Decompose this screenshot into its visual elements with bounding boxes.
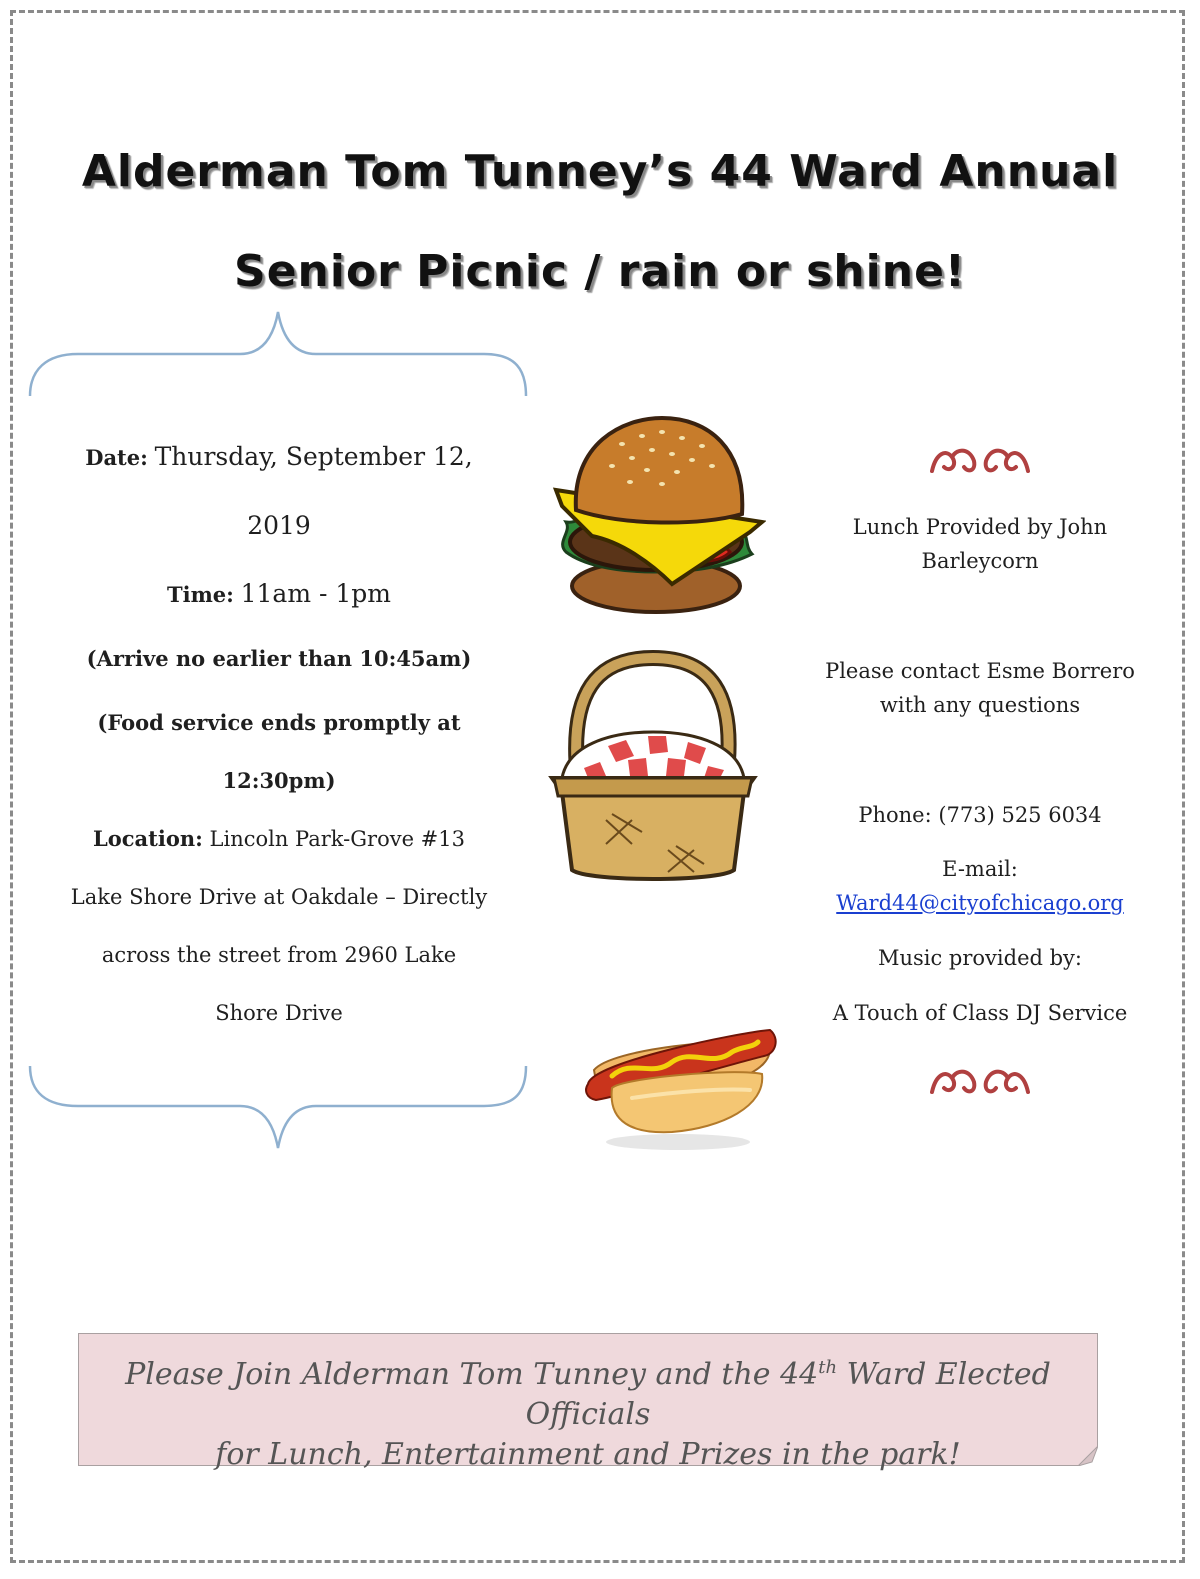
lunch-info (800, 510, 1160, 578)
invitation-banner (78, 1333, 1098, 1472)
banner-text (79, 1348, 1097, 1475)
email-link[interactable]: Ward44@cityofchicago.org (836, 891, 1124, 915)
ornament-top-icon (928, 443, 1032, 477)
date-label: Date: (85, 445, 148, 470)
email-label: E-mail: (942, 857, 1018, 881)
event-details (40, 428, 518, 1042)
date-row (40, 428, 518, 487)
time-value: 11am - 1pm (240, 579, 391, 608)
title-line-2: Senior Picnic / rain or shine! (234, 246, 966, 297)
time-row (40, 565, 518, 624)
contact-line1: Please contact Esme Borrero (825, 659, 1135, 683)
address-line1: Lake Shore Drive at Oakdale – Directly (70, 885, 488, 909)
address-line3: Shore Drive (215, 1001, 343, 1025)
phone: Phone: (773) 525 6034 (858, 803, 1102, 827)
contact-line2: with any questions (879, 693, 1081, 717)
page-curl (1078, 1446, 1098, 1466)
top-brace (26, 308, 532, 400)
ornament-bottom-icon (928, 1064, 1032, 1098)
contact-info (800, 654, 1160, 722)
food-note-line2: 12:30pm) (222, 768, 336, 793)
hotdog-icon (582, 1018, 778, 1154)
picnic-basket-icon (548, 650, 758, 886)
arrive-note: (Arrive no earlier than 10:45am) (86, 646, 472, 671)
music-label: Music provided by: (877, 946, 1083, 970)
banner-line2: for Lunch, Entertainment and Prizes in the park! (215, 1437, 961, 1472)
date-year: 2019 (247, 511, 311, 540)
title-line-1: Alderman Tom Tunney’s 44 Ward Annual (81, 146, 1119, 197)
time-label: Time: (166, 582, 234, 607)
lunch-line1: Lunch Provided by John (852, 515, 1108, 539)
location-value: Lincoln Park-Grove #13 (209, 827, 465, 851)
food-note-line1: (Food service ends promptly at (97, 710, 461, 735)
banner-line1: Please Join Alderman Tom Tunney and the 44th Ward Elected Officials (125, 1357, 1051, 1432)
date-value: Thursday, September 12, (154, 442, 473, 471)
email-block (800, 852, 1160, 920)
location-row (40, 810, 518, 868)
burger-icon (552, 414, 766, 616)
bottom-brace (26, 1062, 532, 1150)
lunch-line2: Barleycorn (921, 549, 1039, 573)
music-value: A Touch of Class DJ Service (832, 1001, 1128, 1025)
location-label: Location: (92, 826, 203, 851)
address-line2: across the street from 2960 Lake (101, 943, 457, 967)
